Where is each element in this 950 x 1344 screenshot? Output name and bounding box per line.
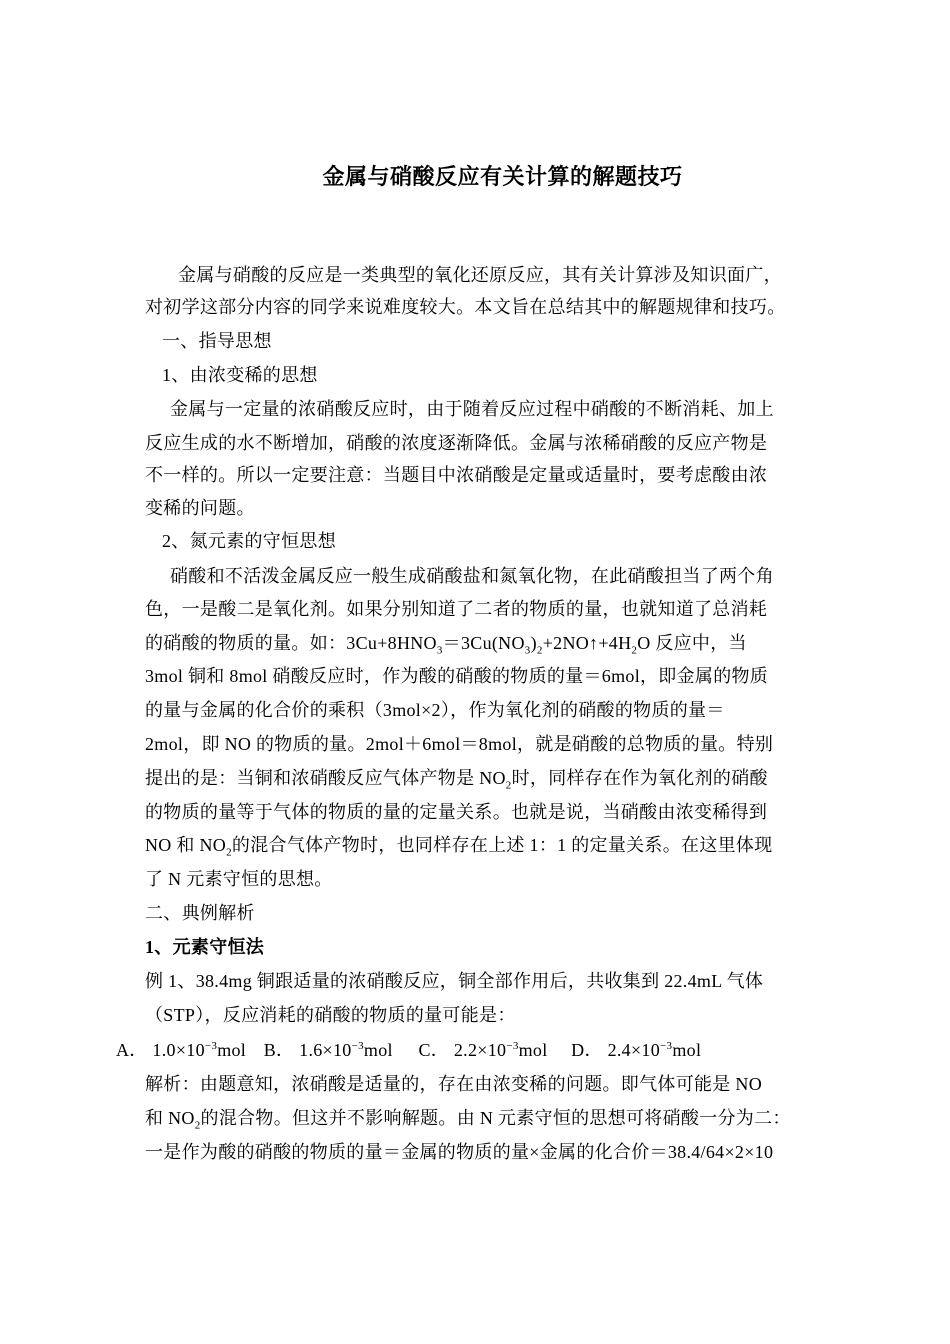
analysis-line-1: 解析：由题意知，浓硝酸是适量的，存在由浓变稀的问题。即气体可能是 NO (145, 1074, 762, 1094)
example-line-1: 例 1、38.4mg 铜跟适量的浓硝酸反应，铜全部作用后，共收集到 22.4mL 气体 (145, 971, 764, 991)
intro-line-2: 对初学这部分内容的同学来说难度较大。本文旨在总结其中的解题规律和技巧。 (145, 297, 786, 317)
equation-line: 的硝酸的物质的量。如：$3Cu+8HNO_3=3Cu(NO_3)_2+2NO↑+4H_2O$ 反应中，当 (145, 633, 747, 657)
answer-options (116, 1039, 796, 1061)
para1-line-4: 变稀的问题。 (145, 498, 255, 518)
para2-line-7: 提出的是：当铜和浓硝酸反应气体产物是 $NO_2$时，同样存在作为氧化剂的硝酸 (145, 768, 768, 792)
para2-line-4: 3mol 铜和 8mol 硝酸反应时，作为酸的硝酸的物质的量＝6mol，即金属的物质 (145, 666, 769, 686)
para2-line-10: 了 N 元素守恒的思想。 (145, 869, 333, 889)
para1-line-1: 金属与一定量的浓硝酸反应时，由于随着反应过程中硝酸的不断消耗、加上 (170, 399, 774, 419)
section-heading-guiding-ideas: 一、指导思想 (162, 331, 272, 351)
para2-line-5: 的量与金属的化合价的乘积（3mol×2），作为氧化剂的硝酸的物质的量＝ (145, 700, 725, 720)
subheading-concentrated-to-dilute: 1、由浓变稀的思想 (162, 365, 318, 385)
subheading-element-conservation: 1、元素守恒法 (145, 937, 265, 957)
document-title: 金属与硝酸反应有关计算的解题技巧 (322, 165, 683, 190)
para1-line-3: 不一样的。所以一定要注意：当题目中浓硝酸是定量或适量时，要考虑酸由浓 (145, 465, 768, 485)
para2-line-1: 硝酸和不活泼金属反应一般生成硝酸盐和氮氧化物，在此硝酸担当了两个角 (170, 566, 774, 586)
analysis-line-3: 一是作为酸的硝酸的物质的量＝金属的物质的量×金属的化合价＝38.4/64×2×10 (145, 1142, 774, 1162)
analysis-line-2: 和 $NO_2$的混合物。但这并不影响解题。由 N 元素守恒的思想可将硝酸一分为二： (145, 1108, 791, 1132)
para2-line-8: 的物质的量等于气体的物质的量的定量关系。也就是说，当硝酸由浓变稀得到 (145, 802, 768, 822)
example-line-2: （STP），反应消耗的硝酸的物质的量可能是： (145, 1005, 516, 1025)
para2-line-6: 2mol，即 NO 的物质的量。2mol＋6mol＝8mol，就是硝酸的总物质的量。特别 (145, 734, 774, 754)
para2-line-2: 色，一是酸二是氧化剂。如果分别知道了二者的物质的量，也就知道了总消耗 (145, 599, 768, 619)
para1-line-2: 反应生成的水不断增加，硝酸的浓度逐渐降低。金属与浓稀硝酸的反应产物是 (145, 433, 768, 453)
subheading-nitrogen-conservation: 2、氮元素的守恒思想 (162, 531, 336, 551)
option-c: C． $2.2\times 10^{-3}mol$ (418, 1040, 548, 1060)
option-b: B． $1.6\times 10^{-3}mol$ (263, 1040, 393, 1060)
intro-line-1: 金属与硝酸的反应是一类典型的氧化还原反应，其有关计算涉及知识面广， (178, 265, 782, 285)
section-heading-examples: 二、典例解析 (145, 903, 255, 923)
option-d: D． $2.4\times 10^{-3}mol$ (571, 1040, 702, 1060)
para2-line-9: NO 和 $NO_2$的混合气体产物时，也同样存在上述 1：1 的定量关系。在这里体现 (145, 835, 773, 859)
option-a: A． $1.0\times 10^{-3}mol$ (116, 1040, 247, 1060)
